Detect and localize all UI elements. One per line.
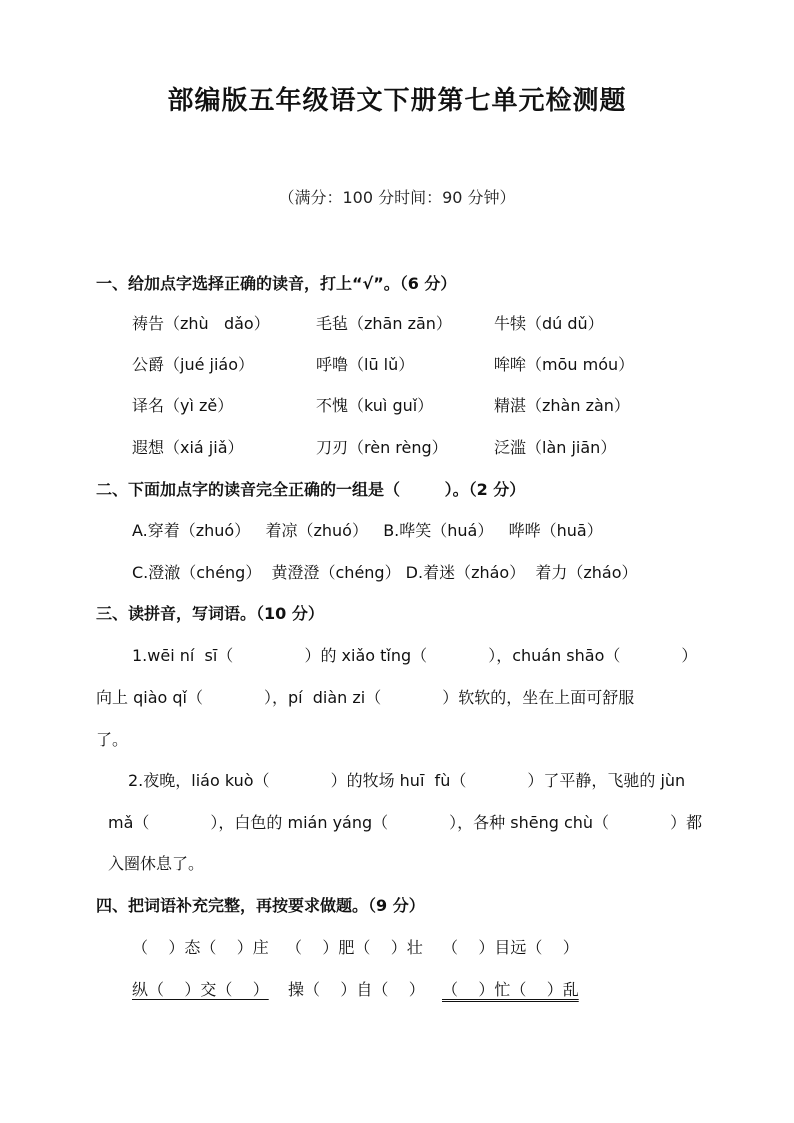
s1-item: 呼噜（lū lǔ） [316,355,415,374]
s1-item: 遐想（xiá jiǎ） [132,438,244,457]
s1-item: 公爵（jué jiáo） [132,355,255,374]
s3-line: 入圈休息了。 [108,854,205,873]
s1-item: 毛毡（zhān zān） [316,314,452,333]
document-title: 部编版五年级语文下册第七单元检测题 [167,86,627,116]
s1-item: 译名（yì zě） [132,396,234,415]
s1-item: 祷告（zhù dǎo） [132,314,270,333]
s1-item: 精湛（zhàn zàn） [494,396,630,415]
s2-options-line-2: C.澄澈（chéng） 黄澄澄（chéng） D.着迷（zháo） 着力（zháo） [132,563,638,582]
s4-idiom: （ ）肥（ ）壮 [286,938,423,957]
s4-idiom-underlined: 纵（ ）交（ ） [132,980,269,999]
s4-idiom-double-underlined: （ ）忙（ ）乱 [442,980,579,999]
s4-idiom: （ ）态（ ）庄 [132,938,269,957]
s4-idiom: 操（ ）自（ ） [288,980,425,999]
s1-item: 刀刃（rèn rèng） [316,438,448,457]
s2-options-line-1: A.穿着（zhuó） 着凉（zhuó） B.哗笑（huá） 哗哗（huā） [132,521,603,540]
section-4-heading: 四、把词语补充完整，再按要求做题。（9 分） [96,896,425,915]
s4-idiom: （ ）目远（ ） [442,938,579,957]
s1-item: 哞哞（mōu móu） [494,355,635,374]
s3-line: 2.夜晚，liáo kuò（ ）的牧场 huī fù（ ）了平静，飞驰的 jùn [128,771,686,790]
s3-line: 了。 [96,730,129,749]
s1-item: 牛犊（dú dǔ） [494,314,604,333]
section-2-heading: 二、下面加点字的读音完全正确的一组是（ ）。（2 分） [96,480,526,499]
score-time-note: （满分：100 分时间：90 分钟） [278,188,516,207]
s1-item: 泛滥（làn jiān） [494,438,617,457]
s3-line: mǎ（ ），白色的 mián yáng（ ），各种 shēng chù（ ）都 [108,813,703,832]
section-3-heading: 三、读拼音，写词语。（10 分） [96,604,324,623]
s1-item: 不愧（kuì guǐ） [316,396,434,415]
s3-line: 向上 qiào qǐ（ ），pí diàn zi（ ）软软的，坐在上面可舒服 [96,688,635,707]
section-1-heading: 一、给加点字选择正确的读音，打上“√”。（6 分） [96,274,457,293]
s3-line: 1.wēi ní sī（ ）的 xiǎo tǐng（ ），chuán shāo（ ） [132,646,698,665]
